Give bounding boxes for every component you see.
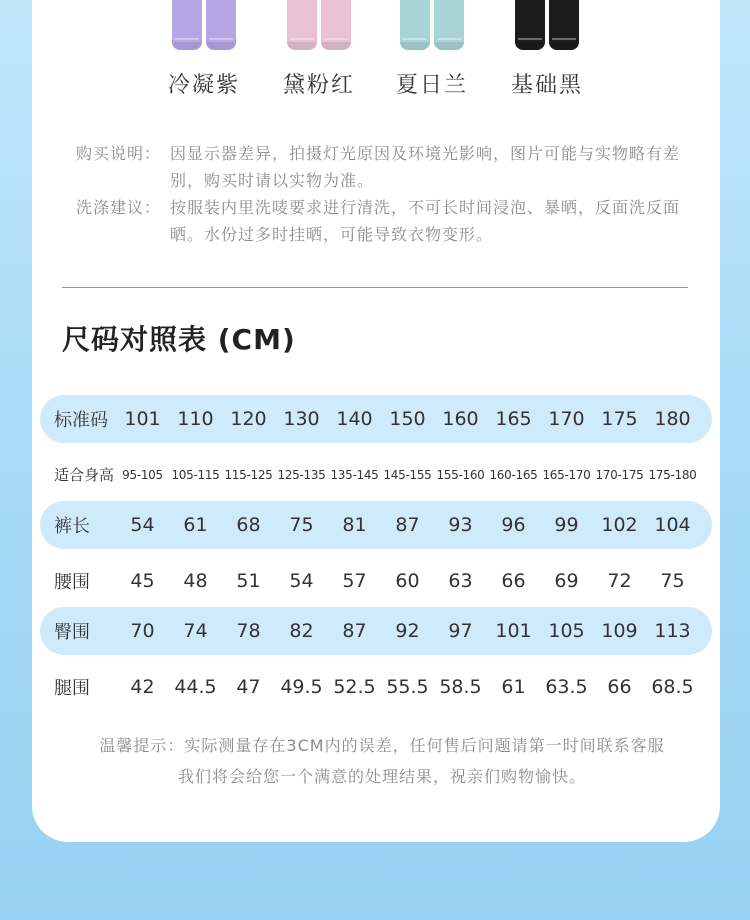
table-cell: 74 [183,620,208,642]
table-cell: 110 [177,408,214,430]
table-cell: 150 [389,408,426,430]
pants-image [279,0,359,52]
table-cell: 69 [554,569,579,592]
row-label: 腿围 [54,677,90,699]
table-cell: 175-180 [648,467,697,482]
tip-line: 温馨提示：实际测量存在3CM内的误差，任何售后问题请第一时间联系客服 [99,736,665,755]
table-cell: 49.5 [280,675,323,698]
table-cell: 54 [289,569,314,592]
pants-image [164,0,244,52]
table-cell: 44.5 [174,675,217,698]
color-name: 基础黑 [510,73,583,98]
table-cell: 55.5 [386,675,429,698]
table-cell: 66 [607,675,632,698]
pants-leg [400,0,430,50]
table-cell: 75 [289,514,314,536]
table-cell: 68.5 [651,675,694,698]
table-cell: 96 [501,514,526,536]
table-cell: 109 [601,620,638,642]
table-cell: 87 [342,620,367,642]
table-cell: 101 [495,620,532,642]
table-cell: 81 [342,514,367,536]
table-cell: 155-160 [436,467,485,482]
table-cell: 58.5 [439,675,482,698]
table-cell: 180 [654,408,691,430]
table-cell: 72 [607,569,632,592]
row-label: 臀围 [54,622,90,643]
pants-leg [172,0,202,50]
table-cell: 52.5 [333,675,376,698]
note-purchase [76,140,696,194]
divider [62,287,688,288]
swatch-blue[interactable] [372,0,492,99]
table-row-hip [40,607,712,655]
warm-tip [62,730,702,792]
table-cell: 61 [183,514,208,536]
table-cell: 105-115 [171,467,220,482]
size-table [40,395,712,713]
table-cell: 47 [236,675,261,698]
pants-image [392,0,472,52]
table-cell: 99 [554,514,579,536]
row-label: 腰围 [54,571,90,593]
note-label: 洗涤建议： [76,198,162,217]
table-cell: 170-175 [595,467,644,482]
pants-leg [434,0,464,50]
pants-leg [287,0,317,50]
table-cell: 63 [448,569,473,592]
table-cell: 165-170 [542,467,591,482]
swatch-pink[interactable] [259,0,379,99]
note-label: 购买说明： [76,144,162,163]
table-cell: 175 [601,408,638,430]
table-cell: 60 [395,569,420,592]
table-cell: 160-165 [489,467,538,482]
table-cell: 78 [236,620,261,642]
table-cell: 105 [548,620,585,642]
table-cell: 68 [236,514,261,536]
table-cell: 57 [342,569,367,592]
table-cell: 160 [442,408,479,430]
table-cell: 87 [395,514,420,536]
table-row-waist [40,554,712,607]
pants-leg [206,0,236,50]
swatch-black[interactable] [487,0,607,99]
table-cell: 48 [183,569,208,592]
table-cell: 63.5 [545,675,588,698]
table-row-size [40,395,712,443]
table-cell: 102 [601,514,638,536]
table-cell: 115-125 [224,467,273,482]
table-row-length [40,501,712,549]
purchase-notes [76,140,696,248]
color-name: 冷凝紫 [167,73,240,98]
table-cell: 93 [448,514,473,536]
table-cell: 97 [448,620,473,642]
row-label: 裤长 [54,516,90,537]
table-cell: 51 [236,569,261,592]
table-cell: 70 [130,620,155,642]
pants-leg [321,0,351,50]
table-cell: 75 [660,569,685,592]
table-row-thigh [40,660,712,713]
table-cell: 66 [501,569,526,592]
table-cell: 113 [654,620,691,642]
note-text: 因显示器差异，拍摄灯光原因及环境光影响，图片可能与实物略有差别，购买时请以实物为准。 [170,144,681,190]
table-cell: 130 [283,408,320,430]
swatch-purple[interactable] [144,0,264,99]
table-cell: 92 [395,620,420,642]
table-cell: 101 [124,408,161,430]
table-row-height [40,448,712,501]
color-name: 黛粉红 [282,73,355,98]
row-label: 标准码 [54,410,108,431]
table-cell: 104 [654,514,691,536]
row-label: 适合身高 [54,466,115,484]
tip-line: 我们将会给您一个满意的处理结果，祝亲们购物愉快。 [177,767,586,786]
table-cell: 145-155 [383,467,432,482]
table-cell: 120 [230,408,267,430]
table-cell: 45 [130,569,155,592]
color-name: 夏日兰 [395,73,468,98]
pants-leg [515,0,545,50]
note-text: 按服装内里洗唛要求进行清洗，不可长时间浸泡、暴晒，反面洗反面晒。水份过多时挂晒，可能导致衣物变形。 [170,198,681,244]
table-cell: 135-145 [330,467,379,482]
color-swatches [0,0,750,110]
table-cell: 140 [336,408,373,430]
table-cell: 95-105 [122,467,163,482]
table-cell: 165 [495,408,532,430]
pants-image [507,0,587,52]
note-wash [76,194,696,248]
pants-leg [549,0,579,50]
table-cell: 82 [289,620,314,642]
table-cell: 170 [548,408,585,430]
table-cell: 61 [501,675,526,698]
table-cell: 42 [130,675,155,698]
table-cell: 54 [130,514,155,536]
table-title: 尺码对照表 (CM) [62,323,296,356]
table-cell: 125-135 [277,467,326,482]
